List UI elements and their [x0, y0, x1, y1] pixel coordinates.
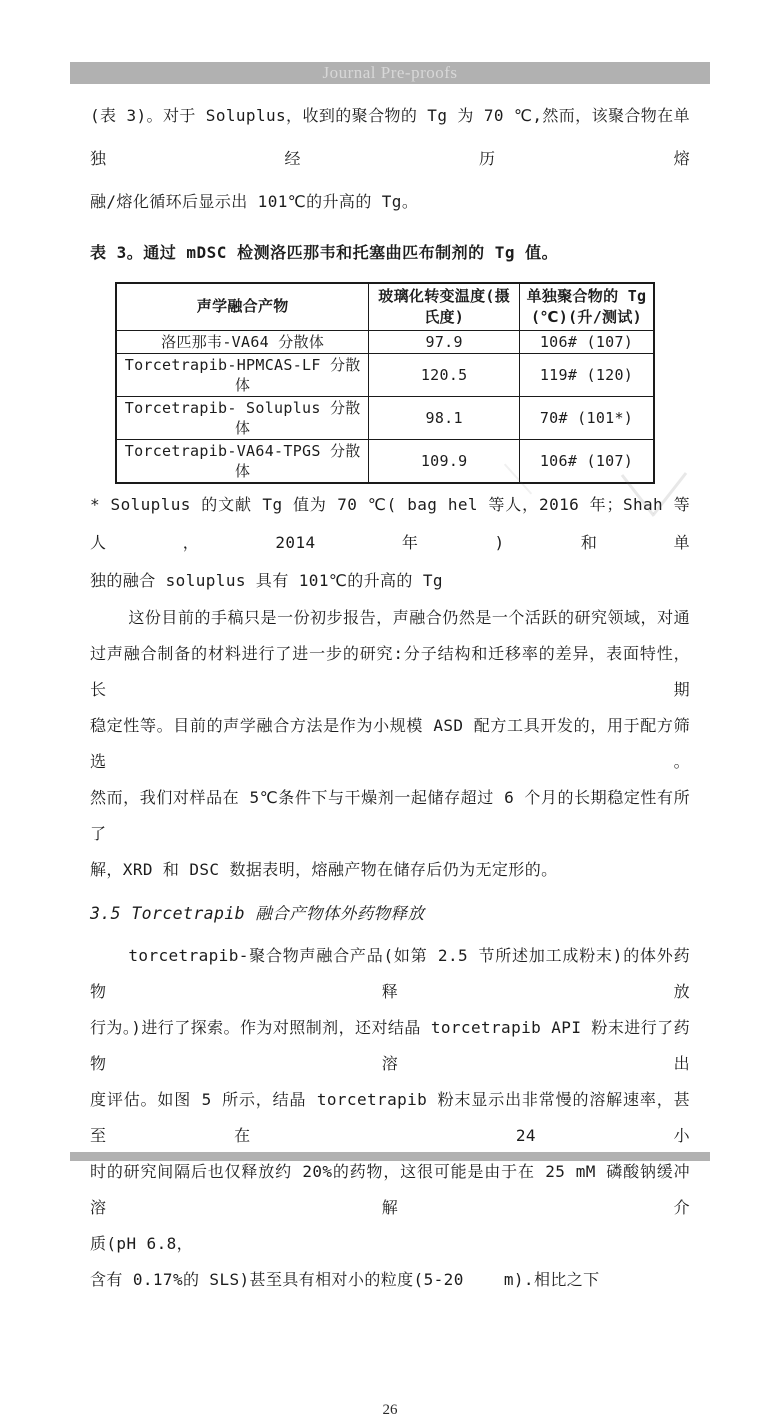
- document-page: [0, 62, 780, 1418]
- table-cell: 洛匹那韦-VA64 分散体: [116, 330, 369, 353]
- journal-preproofs-banner: [70, 62, 710, 84]
- table-cell: 106# (107): [519, 439, 654, 483]
- text-line: 解，XRD 和 DSC 数据表明，熔融产物在储存后仍为无定形的。: [90, 859, 558, 879]
- table-cell: 70# (101*): [519, 396, 654, 439]
- table-cell: 120.5: [369, 353, 520, 396]
- table-cell: Torcetrapib-VA64-TPGS 分散体: [116, 439, 369, 483]
- text-line: torcetrapib-聚合物声融合产品(如第 2.5 节所述加工成粉末)的体外药物释放: [90, 945, 690, 1001]
- table-row: [116, 439, 654, 483]
- text-line: * Soluplus 的文献 Tg 值为 70 ℃( bag hel 等人，2016 年；Shah 等人，2014 年)和单: [90, 494, 690, 552]
- table-cell: 98.1: [369, 396, 520, 439]
- text-line: 然而，我们对样品在 5℃条件下与干燥剂一起储存超过 6 个月的长期稳定性有所了: [90, 787, 690, 843]
- text-line: 过声融合制备的材料进行了进一步的研究:分子结构和迁移率的差异，表面特性，长期: [90, 643, 690, 699]
- discussion-paragraph: [90, 600, 690, 888]
- table-cell: 97.9: [369, 330, 520, 353]
- page-content: [90, 94, 690, 1419]
- text-line: 度评估。如图 5 所示，结晶 torcetrapib 粉末显示出非常慢的溶解速率，甚至在 24 小: [90, 1089, 690, 1145]
- table-cell: 106# (107): [519, 330, 654, 353]
- tg-table: [115, 282, 655, 484]
- table-header-row: [116, 283, 654, 330]
- table3-caption: 表 3。通过 mDSC 检测洛匹那韦和托塞曲匹布制剂的 Tg 值。: [90, 243, 559, 262]
- table-header-cell: 声学融合产物: [116, 283, 369, 330]
- text-line: 融/熔化循环后显示出 101℃的升高的 Tg。: [90, 192, 419, 211]
- table-cell: 109.9: [369, 439, 520, 483]
- text-line: 这份目前的手稿只是一份初步报告，声融合仍然是一个活跃的研究领域，对通: [128, 607, 690, 627]
- text-line: 稳定性等。目前的声学融合方法是作为小规模 ASD 配方工具开发的，用于配方筛选。: [90, 715, 690, 771]
- intro-paragraph: [90, 94, 690, 223]
- release-paragraph: [90, 938, 690, 1298]
- footer-bar: [70, 1152, 710, 1161]
- section-3-5-heading: 3.5 Torcetrapib 融合产物体外药物释放: [90, 903, 425, 923]
- table-row: [116, 330, 654, 353]
- text-line: 质(pH 6.8，: [90, 1233, 194, 1253]
- text-line: 时的研究间隔后也仅释放约 20%的药物，这很可能是由于在 25 mM 磷酸钠缓冲溶解介: [90, 1161, 690, 1217]
- text-line: 行为。)进行了探索。作为对照制剂，还对结晶 torcetrapib API 粉末进行了药物溶出: [90, 1017, 690, 1073]
- page-number: 26: [382, 1401, 398, 1418]
- text-line: (表 3)。对于 Soluplus，收到的聚合物的 Tg 为 70 ℃,然而，该聚合物在单独经历熔: [90, 106, 690, 168]
- text-line: 独的融合 soluplus 具有 101℃的升高的 Tg: [90, 570, 443, 590]
- table-row: [116, 353, 654, 396]
- table-header-cell: 单独聚合物的 Tg (℃)(升/测试): [519, 283, 654, 330]
- table-header-cell: 玻璃化转变温度(摄氏度): [369, 283, 520, 330]
- banner-title: Journal Pre-proofs: [322, 63, 458, 82]
- table-cell: Torcetrapib-HPMCAS-LF 分散体: [116, 353, 369, 396]
- text-line: 含有 0.17%的 SLS)甚至具有相对小的粒度(5-20 m).相比之下: [90, 1269, 600, 1289]
- table-cell: 119# (120): [519, 353, 654, 396]
- table-row: [116, 396, 654, 439]
- table-cell: Torcetrapib- Soluplus 分散体: [116, 396, 369, 439]
- table-footnote: [90, 486, 690, 600]
